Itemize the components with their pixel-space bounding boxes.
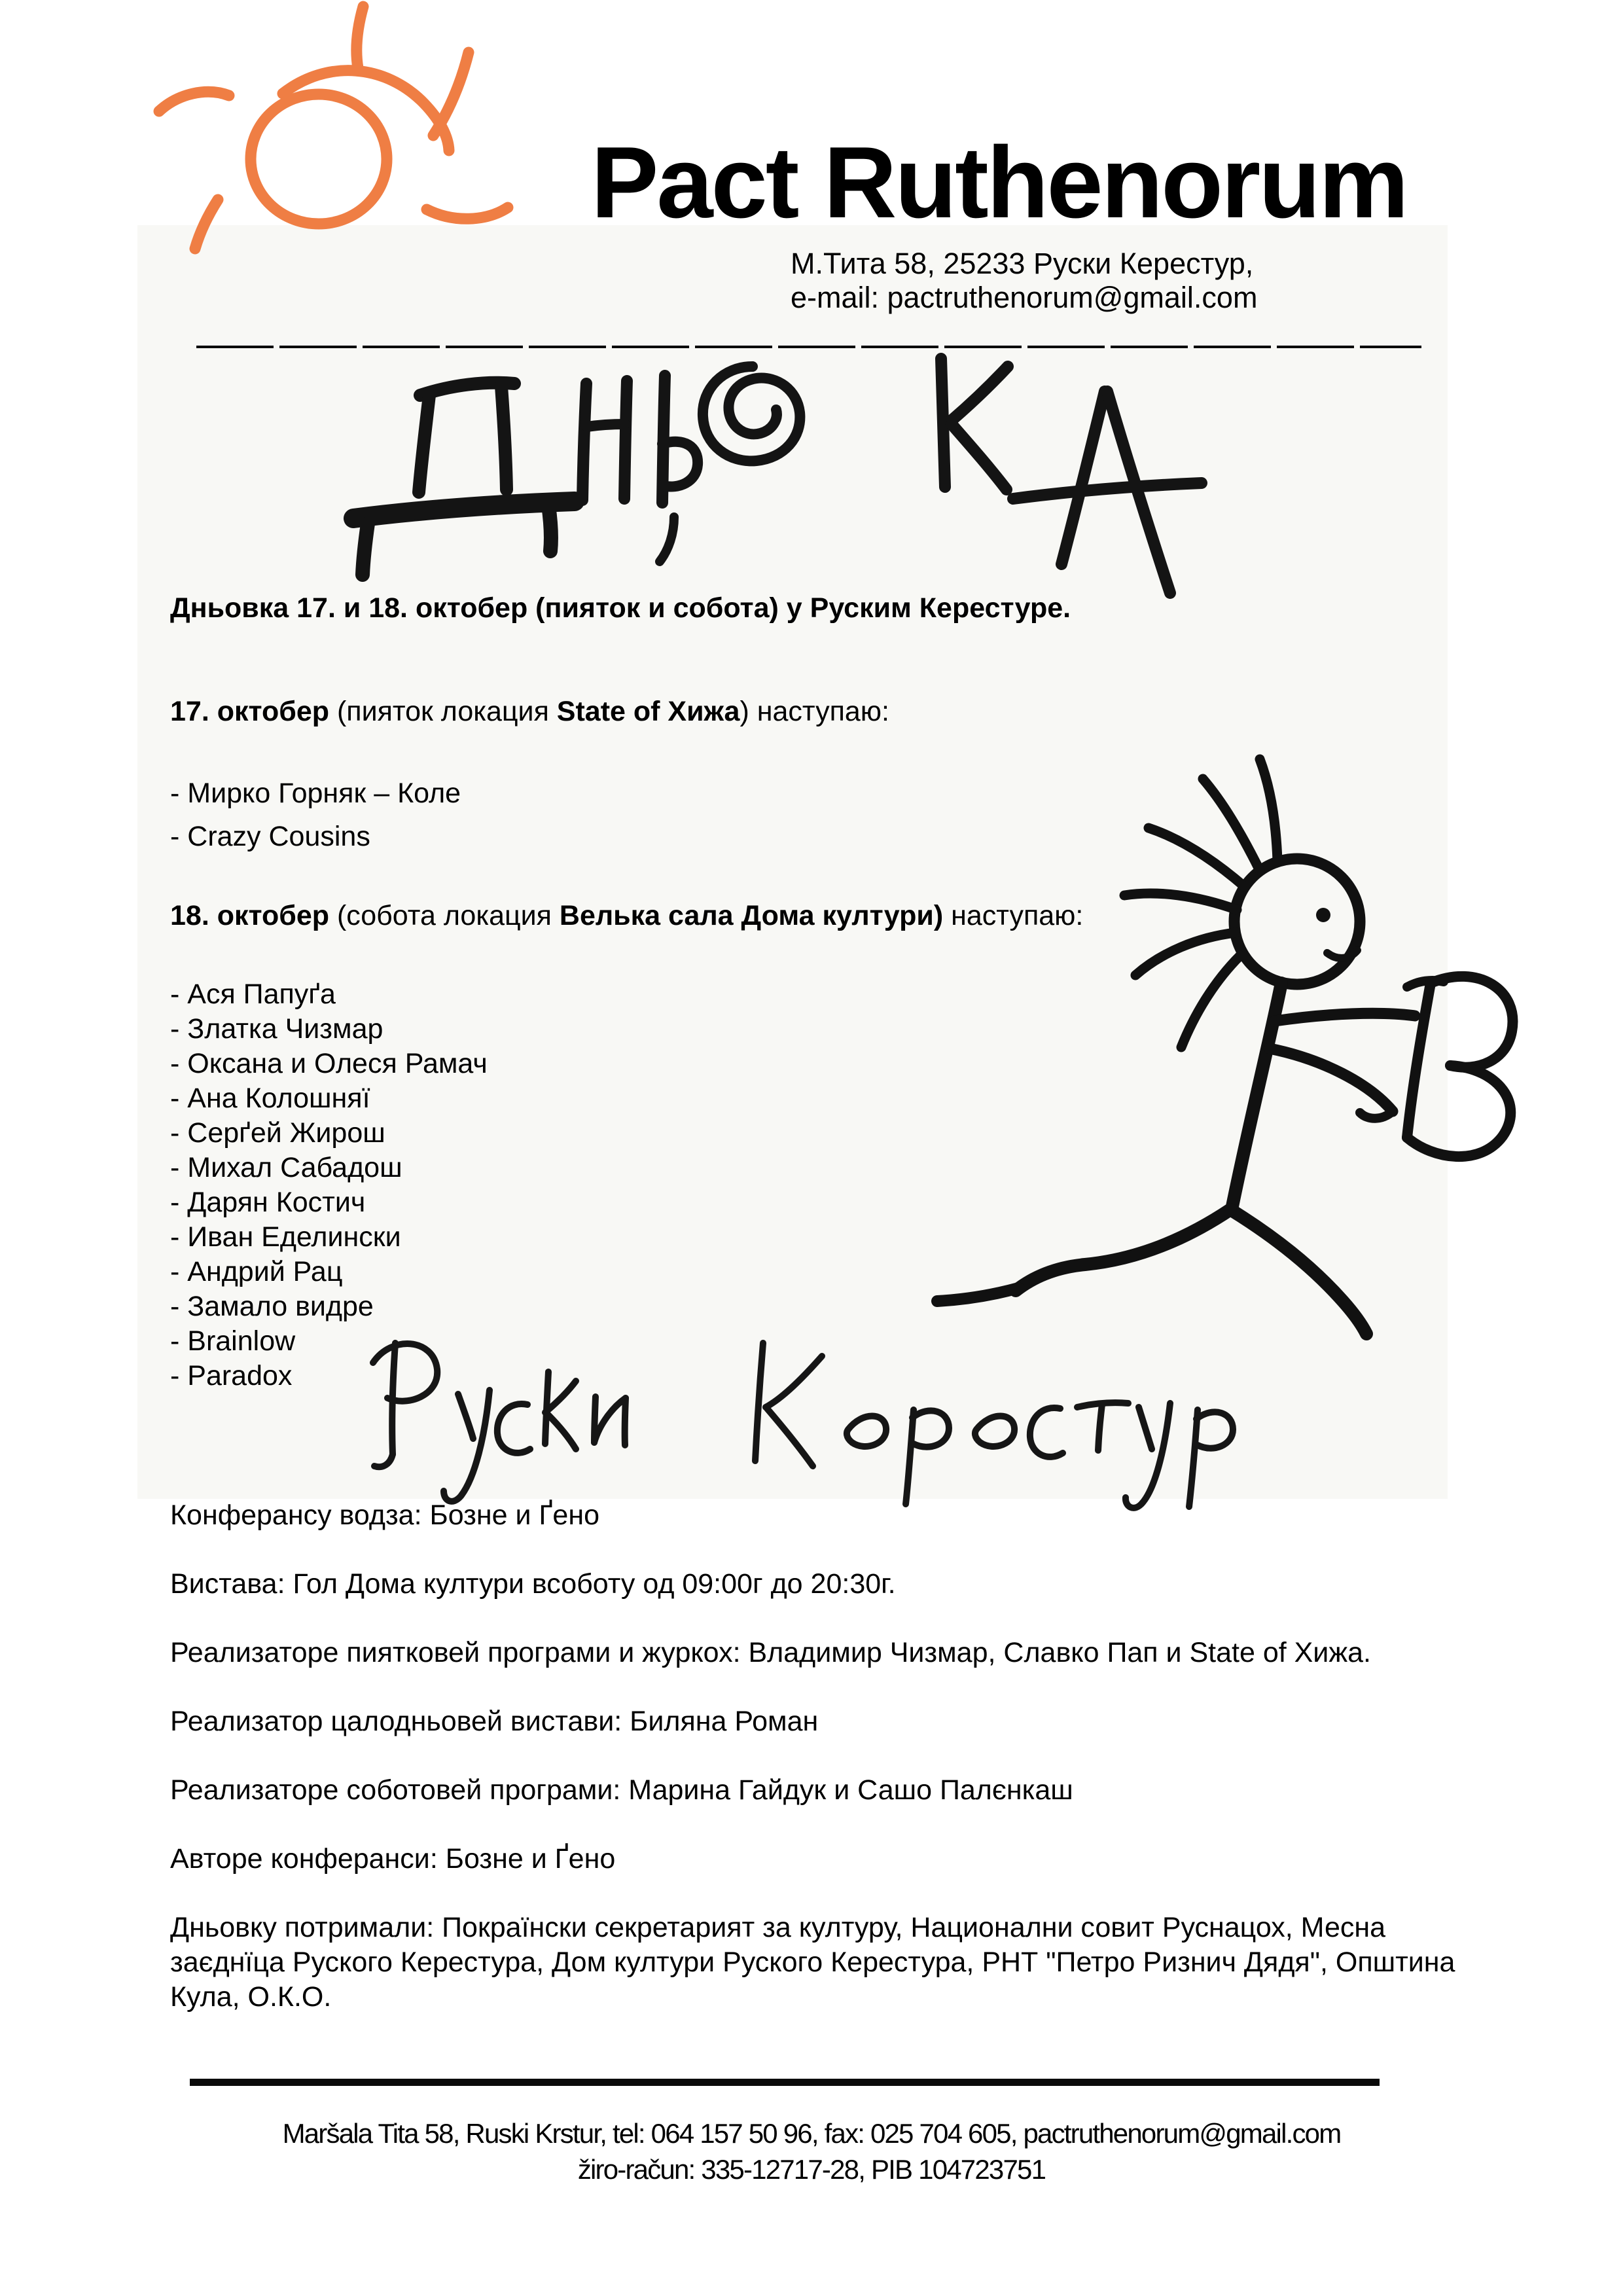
day2-pre: (собота локация xyxy=(329,900,560,931)
list-item: - Brainlow xyxy=(170,1325,296,1357)
list-item: - Андрий Рац xyxy=(170,1256,343,1287)
paragraph-saturday-organizers: Реализаторе соботовей програми: Марина Гайдук и Сашо Палєнкаш xyxy=(170,1774,1073,1806)
day2-date: 18. октобер xyxy=(170,900,330,931)
day1-venue: State of Хижа xyxy=(556,696,740,727)
list-item: - Дарян Костич xyxy=(170,1187,366,1218)
list-item: - Оксана и Олеся Рамач xyxy=(170,1048,488,1079)
day1-date: 17. октобер xyxy=(170,696,330,727)
paragraph-exhibition-organizer: Реализатор цалодньовей вистави: Биляна Роман xyxy=(170,1706,819,1737)
day1-performer: - Мирко Горняк – Коле xyxy=(170,778,461,809)
day2-line xyxy=(170,899,1083,933)
paragraph-authors: Авторе конферанси: Бозне и Ґено xyxy=(170,1843,616,1874)
sun-icon xyxy=(159,7,508,249)
day1-line xyxy=(170,694,889,729)
address-line2: e-mail: pactruthenorum@gmail.com xyxy=(791,281,1258,314)
list-item: - Ася Папуґа xyxy=(170,978,336,1010)
footer-contact-line: Maršala Tita 58, Ruski Krstur, tel: 064 157 50 96, fax: 025 704 605, pactruthenorum@gmail.com xyxy=(282,2118,1341,2149)
page-title: Pact Ruthenorum xyxy=(591,126,1407,239)
footer xyxy=(0,2115,1623,2187)
paragraph-friday-organizers: Реализаторе пиятковей програми и журкох: Владимир Чизмар, Славко Пап и State of Хижа. xyxy=(170,1637,1371,1668)
paragraph-mc: Конферансу водза: Бозне и Ґено xyxy=(170,1499,600,1531)
footer-account-line: žiro-račun: 335-12717-28, PIB 104723751 xyxy=(577,2154,1046,2185)
day1-performer: - Crazy Cousins xyxy=(170,821,370,852)
day1-pre: (пияток локация xyxy=(329,696,557,727)
list-item: - Златка Чизмар xyxy=(170,1013,383,1045)
paragraph-supporters: Дньовку потримали: Покраїнски секретарият за културу, Национални совит Руснацох, Месна заєднїца Руского Керестура, Дом култури Руского Керестура, РНТ "Петро Ризнич Дядя", Општина Кула, О.К.О. xyxy=(170,1912,1455,2013)
list-item: - Серґей Жирош xyxy=(170,1117,385,1149)
header-address xyxy=(791,247,1257,315)
separator-line xyxy=(196,346,1421,348)
list-item: - Paradox xyxy=(170,1360,293,1391)
day2-performer-list xyxy=(170,977,488,1393)
list-item: - Иван Еделински xyxy=(170,1221,401,1253)
day2-post: наступаю: xyxy=(943,900,1084,931)
list-item: - Михал Сабадош xyxy=(170,1152,402,1183)
footer-rule xyxy=(190,2079,1380,2086)
paragraph-exhibition: Вистава: Гол Дома култури всоботу од 09:00г до 20:30г. xyxy=(170,1568,896,1600)
list-item: - Ана Колошняї xyxy=(170,1083,370,1114)
address-line1: М.Тита 58, 25233 Руски Керестур, xyxy=(791,247,1254,280)
event-heading: Дньовка 17. и 18. октобер (пияток и собота) у Руским Керестуре. xyxy=(170,592,1071,624)
list-item: - Замало видре xyxy=(170,1291,374,1322)
day2-venue: Велька сала Дома култури) xyxy=(559,900,944,931)
day1-post: ) наступаю: xyxy=(740,696,889,727)
